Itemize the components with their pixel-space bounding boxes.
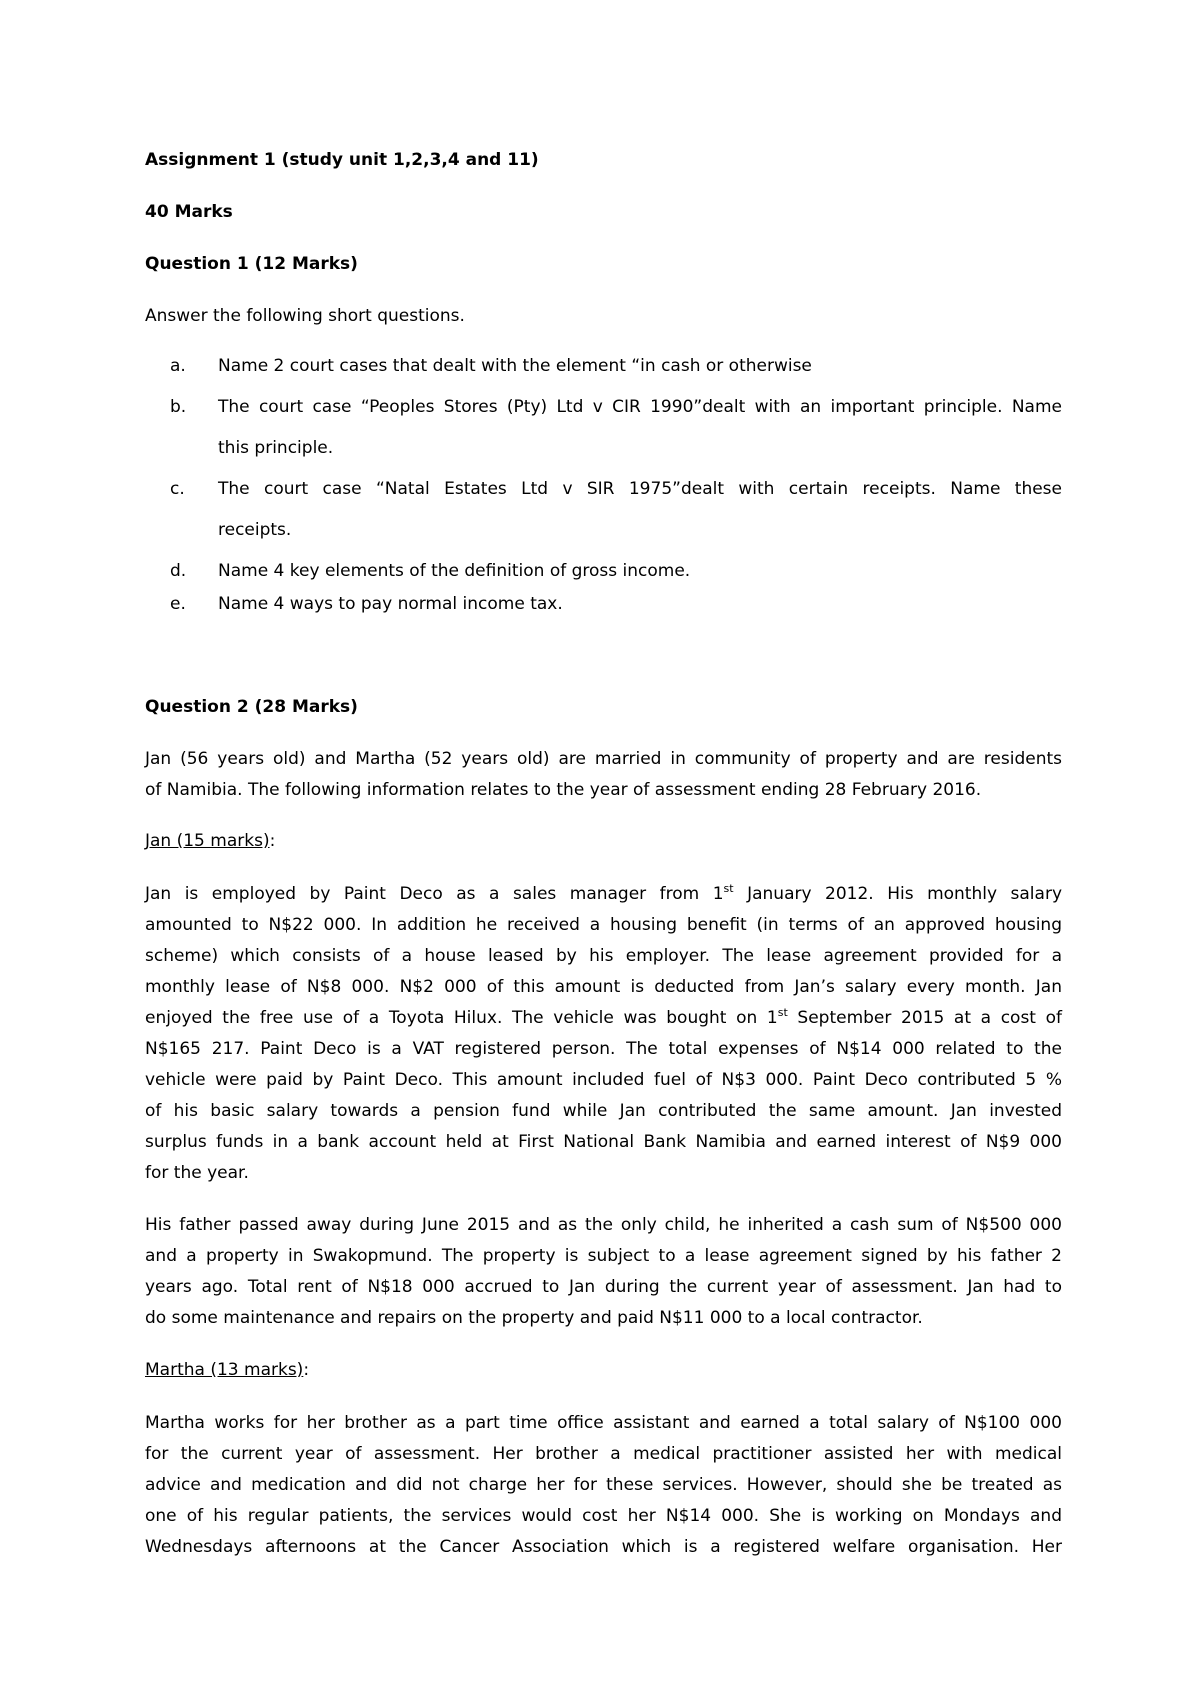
martha-heading-text: Martha (13 marks) — [145, 1360, 304, 1380]
paragraph-line: and a property in Swakopmund. The property is subject to a lease agreement signed by his father 2 — [145, 1246, 1062, 1266]
paragraph-line: N$165 217. Paint Deco is a VAT registered person. The total expenses of N$14 000 related to the — [145, 1039, 1062, 1059]
list-item-continuation: this principle. — [218, 438, 334, 458]
paragraph-line: vehicle were paid by Paint Deco. This amount included fuel of N$3 000. Paint Deco contributed 5 % — [145, 1070, 1062, 1090]
list-marker: e. — [170, 594, 186, 614]
paragraph-line: advice and medication and did not charge her for these services. However, should she be treated as — [145, 1475, 1062, 1495]
jan-heading-colon: : — [269, 831, 276, 851]
paragraph-line: His father passed away during June 2015 and as the only child, he inherited a cash sum of N$500 000 — [145, 1215, 1062, 1235]
paragraph-line: amounted to N$22 000. In addition he received a housing benefit (in terms of an approved housing — [145, 915, 1062, 935]
paragraph-line: Martha works for her brother as a part time office assistant and earned a total salary of N$100 000 — [145, 1413, 1062, 1433]
paragraph-line: one of his regular patients, the services would cost her N$14 000. She is working on Mondays and — [145, 1506, 1062, 1526]
question-2-heading: Question 2 (28 Marks) — [145, 697, 358, 717]
paragraph-line: do some maintenance and repairs on the property and paid N$11 000 to a local contractor. — [145, 1308, 923, 1328]
paragraph-line: years ago. Total rent of N$18 000 accrued to Jan during the current year of assessment. Jan had to — [145, 1277, 1062, 1297]
paragraph-line: of his basic salary towards a pension fund while Jan contributed the same amount. Jan invested — [145, 1101, 1062, 1121]
assignment-title: Assignment 1 (study unit 1,2,3,4 and 11) — [145, 150, 539, 170]
list-item: Name 4 ways to pay normal income tax. — [218, 594, 563, 614]
list-marker: b. — [170, 397, 187, 417]
list-marker: d. — [170, 561, 187, 581]
jan-heading-text: Jan (15 marks) — [145, 831, 270, 851]
paragraph-line: surplus funds in a bank account held at First National Bank Namibia and earned interest of N$9 000 — [145, 1132, 1062, 1152]
martha-heading-colon: : — [303, 1360, 310, 1380]
question-1-instruction: Answer the following short questions. — [145, 306, 465, 326]
paragraph-line: enjoyed the free use of a Toyota Hilux. The vehicle was bought on 1st September 2015 at a cost of — [145, 1006, 1063, 1028]
jan-section-heading — [145, 831, 275, 851]
paragraph-line: Jan is employed by Paint Deco as a sales manager from 1st January 2012. His monthly salary — [145, 882, 1062, 904]
martha-section-heading — [145, 1360, 309, 1380]
total-marks: 40 Marks — [145, 202, 233, 222]
paragraph-line: monthly lease of N$8 000. N$2 000 of this amount is deducted from Jan’s salary every month. Jan — [145, 977, 1062, 997]
paragraph-line: Wednesdays afternoons at the Cancer Association which is a registered welfare organisation. Her — [145, 1537, 1062, 1557]
list-item: Name 4 key elements of the definition of gross income. — [218, 561, 691, 581]
list-marker: c. — [170, 479, 185, 499]
paragraph-line: scheme) which consists of a house leased by his employer. The lease agreement provided for a — [145, 946, 1062, 966]
list-item: The court case “Peoples Stores (Pty) Ltd v CIR 1990”dealt with an important principle. Name — [218, 397, 1062, 417]
list-item: Name 2 court cases that dealt with the element “in cash or otherwise — [218, 356, 812, 376]
intro-line: Jan (56 years old) and Martha (52 years old) are married in community of property and are residents — [145, 749, 1062, 769]
list-marker: a. — [170, 356, 186, 376]
list-item-continuation: receipts. — [218, 520, 292, 540]
paragraph-line: for the year. — [145, 1163, 249, 1183]
list-item: The court case “Natal Estates Ltd v SIR 1975”dealt with certain receipts. Name these — [218, 479, 1062, 499]
paragraph-line: for the current year of assessment. Her brother a medical practitioner assisted her with medical — [145, 1444, 1062, 1464]
question-1-heading: Question 1 (12 Marks) — [145, 254, 358, 274]
intro-line: of Namibia. The following information relates to the year of assessment ending 28 February 2016. — [145, 780, 982, 800]
